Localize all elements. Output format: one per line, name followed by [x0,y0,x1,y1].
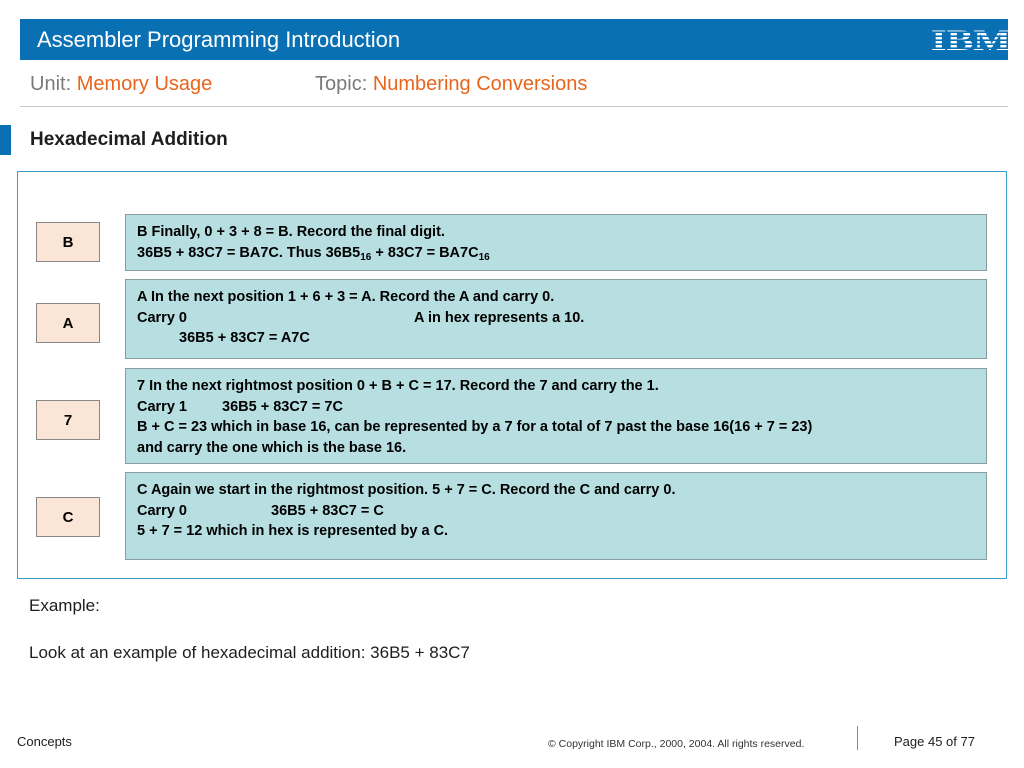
step-box-c [125,472,987,560]
step-c-line-1: C Again we start in the rightmost position. 5 + 7 = C. Record the C and carry 0. [137,482,676,498]
step-box-a [125,279,987,359]
header-divider [20,106,1008,107]
example-label: Example: [29,596,100,615]
topic-value: Numbering Conversions [372,73,588,95]
step-a-line-2 [137,308,975,329]
step-b-line-1: B Finally, 0 + 3 + 8 = B. Record the final digit. [137,224,445,240]
step-b-subscript-1: 16 [360,251,372,263]
footer-section-label: Concepts [17,734,72,749]
step-box-7 [125,368,987,464]
step-c-line-2 [137,501,975,522]
section-title: Hexadecimal Addition [30,129,228,150]
digit-box-c[interactable]: C [36,497,100,537]
step-a-note: A in hex represents a 10. [414,309,585,326]
ibm-logo-text: IBM [931,25,1011,53]
title-bar [20,19,1011,60]
page-indicator: Page 45 of 77 [894,734,975,749]
step-box-b [125,214,987,271]
copyright-notice: © Copyright IBM Corp., 2000, 2004. All rights reserved. [548,738,805,750]
step-b-equation-cont: + 83C7 = BA7C [371,244,479,261]
step-c-equation: 36B5 + 83C7 = C [271,502,384,519]
footer-divider [857,726,858,750]
step-b-line-2 [137,243,975,264]
unit-value: Memory Usage [76,73,213,95]
step-c-line-3: 5 + 7 = 12 which in hex is represented by a C. [137,523,449,539]
step-7-line-4: and carry the one which is the base 16. [137,439,407,456]
step-7-carry: Carry 1 [137,398,187,415]
step-7-equation: 36B5 + 83C7 = 7C [222,398,343,415]
digit-box-b[interactable]: B [36,222,100,262]
ibm-logo [929,25,1013,53]
step-7-line-3: B + C = 23 which in base 16, can be represented by a 7 for a total of 7 past the base 16(16 + 7 = 23) [137,419,813,435]
digit-box-7[interactable]: 7 [36,400,100,440]
step-b-subscript-2: 16 [478,251,490,263]
example-text: Look at an example of hexadecimal addition: 36B5 + 83C7 [29,643,470,662]
unit-label: Unit: [30,73,72,95]
section-accent-bar [0,125,11,155]
presentation-title: Assembler Programming Introduction [37,27,401,52]
step-a-carry: Carry 0 [137,309,187,326]
step-c-carry: Carry 0 [137,502,187,519]
unit-indicator [30,73,212,96]
step-b-equation: 36B5 + 83C7 = BA7C. Thus 36B5 [137,244,361,261]
step-a-line-1: A In the next position 1 + 6 + 3 = A. Record the A and carry 0. [137,289,555,305]
digit-box-a[interactable]: A [36,303,100,343]
step-7-line-2 [137,397,975,418]
topic-indicator [315,73,587,96]
step-7-line-1: 7 In the next rightmost position 0 + B + C = 17. Record the 7 and carry the 1. [137,378,659,394]
step-a-line-3: 36B5 + 83C7 = A7C [179,330,310,346]
topic-label: Topic: [315,73,368,95]
